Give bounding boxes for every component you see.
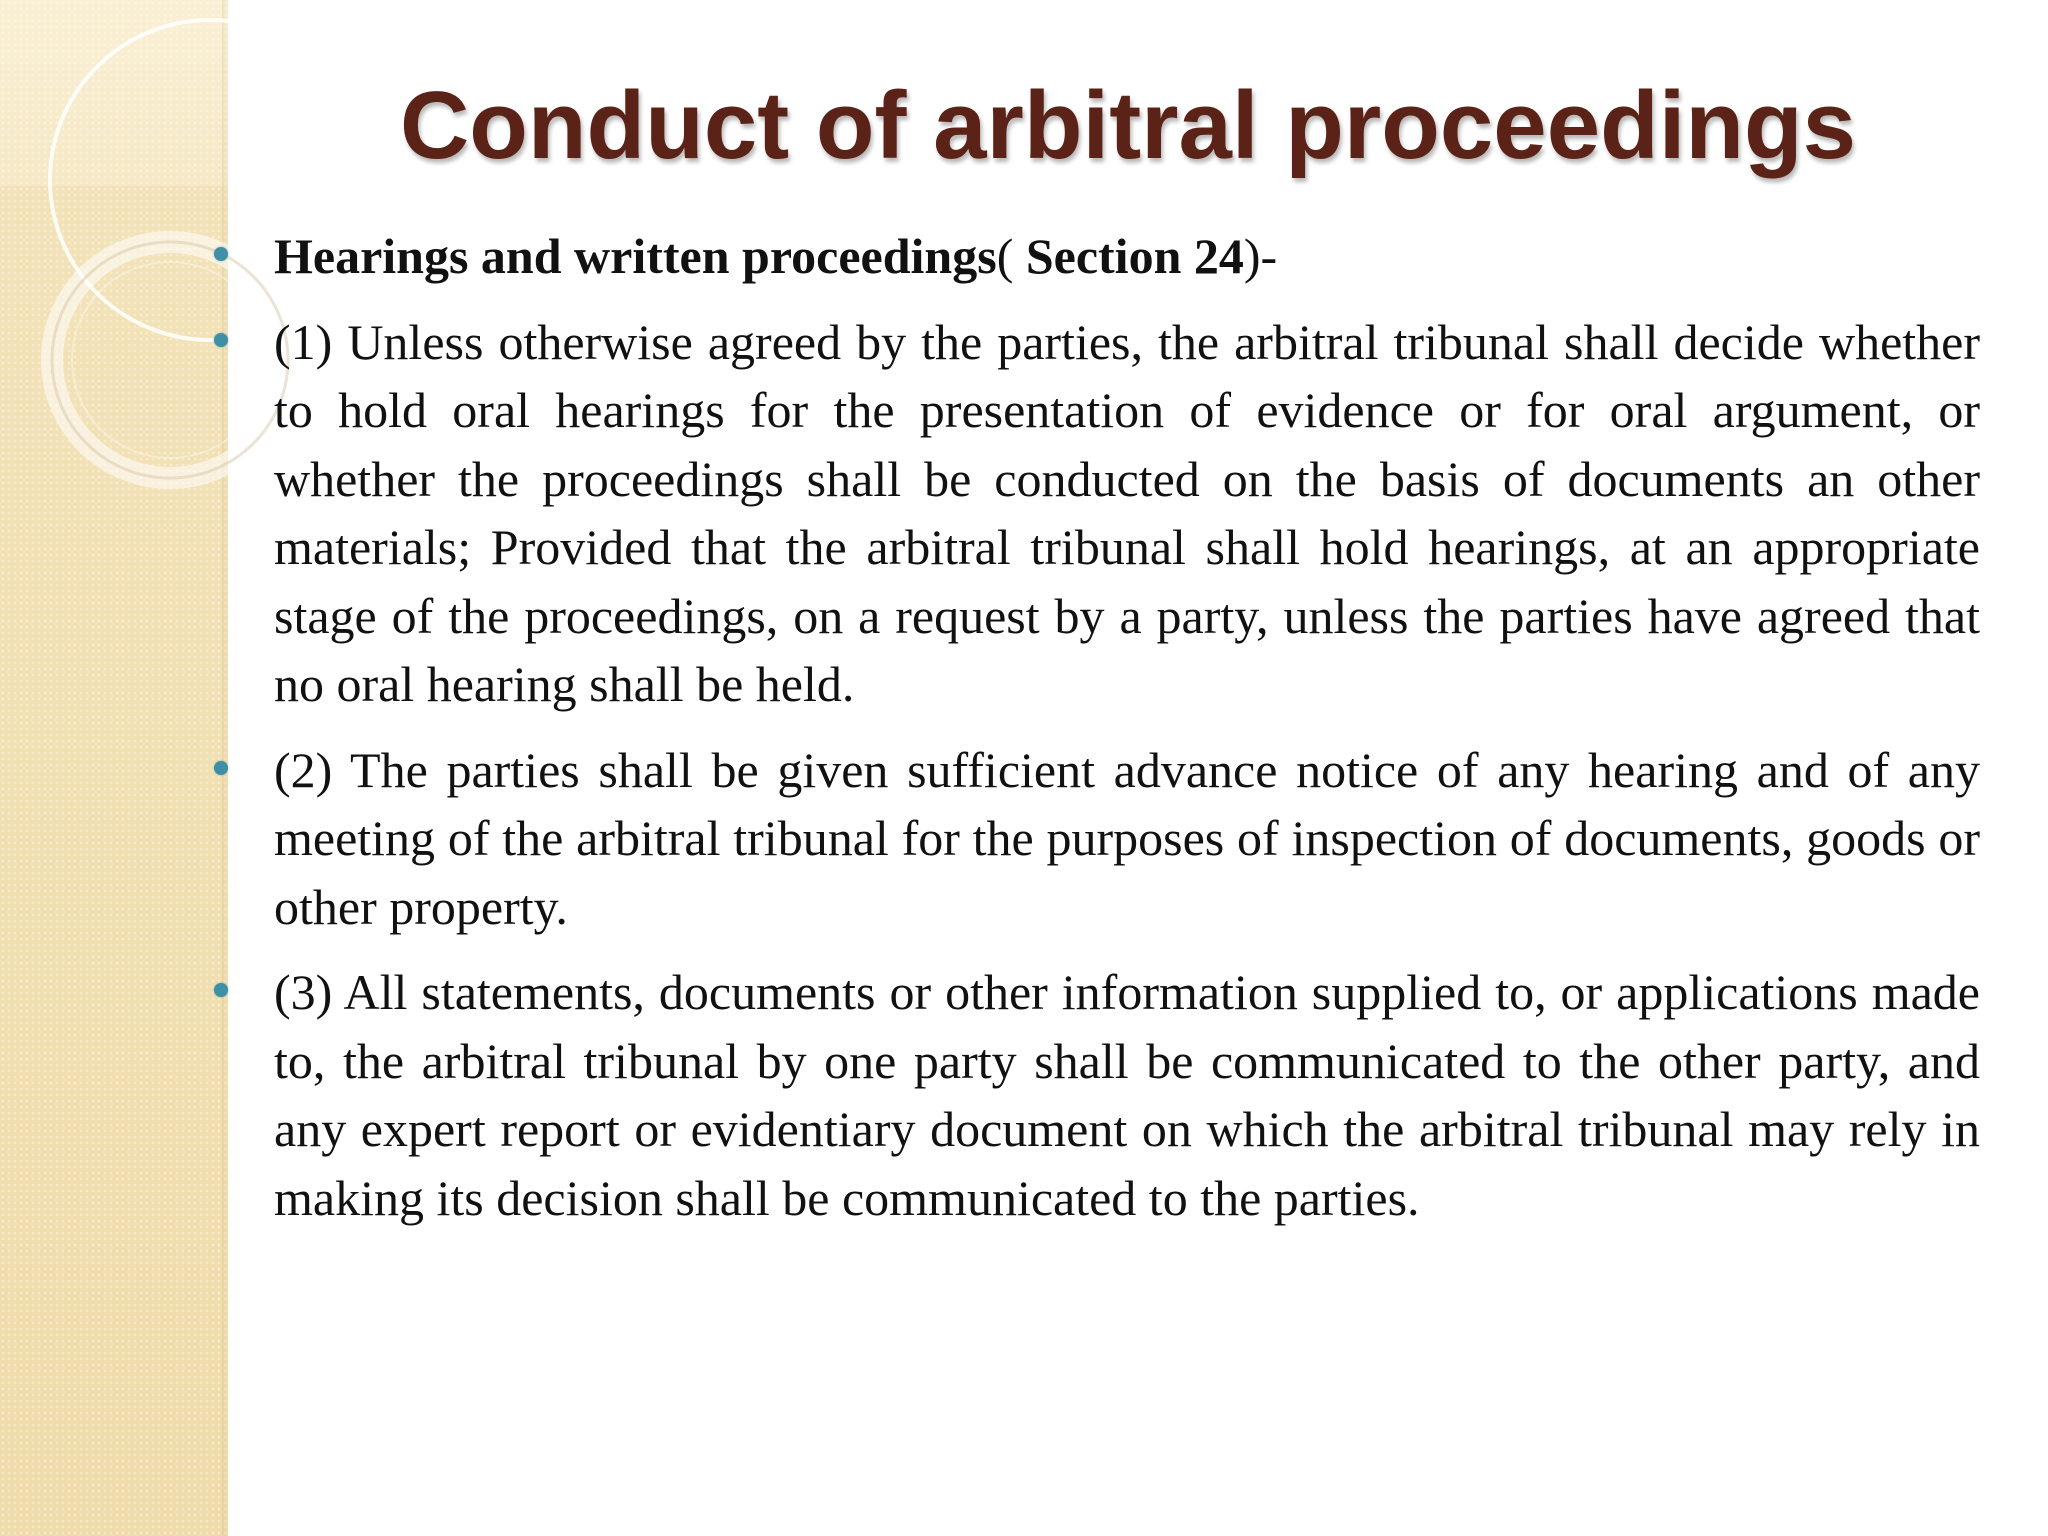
bullet-text-1: (1) Unless otherwise agreed by the parties, the arbitral tribunal shall decide whether to hold oral hearings for the presentation of evidence or for oral argument, or whether the proceedings shall be conducted on the basis of documents an other materials; Provided that the arbitral tribunal shall hold hearings, at an appropriate stage of the proceedings, on a request by a party, unless the parties have agreed that no oral hearing shall be held.	[274, 313, 1980, 712]
bullet-heading	[274, 222, 1980, 291]
bullet-item-3	[274, 958, 1980, 1232]
bullet-item-1	[274, 308, 1980, 719]
heading-tail: )-	[1243, 228, 1278, 284]
bullet-list	[274, 222, 1980, 1249]
bullet-item-2	[274, 736, 1980, 942]
slide-title: Conduct of arbitral proceedings	[399, 72, 1857, 179]
round-bullet-icon	[214, 247, 228, 261]
small-ring-inner	[52, 242, 288, 478]
heading-section: Section 24	[1025, 228, 1244, 284]
round-bullet-icon	[214, 761, 228, 775]
round-bullet-icon	[214, 983, 228, 997]
heading-bold-text: Hearings and written proceedings	[274, 228, 997, 284]
bullet-text-3: (3) All statements, documents or other information supplied to, or applications made to, the arbitral tribunal by one party shall be communicated to the other party, and any expert report or evidentiary document on which the arbitral tribunal may rely in making its decision shall be communicated to the parties.	[274, 964, 1980, 1226]
bullet-text-2: (2) The parties shall be given sufficient advance notice of any hearing and of any meeting of the arbitral tribunal for the purposes of inspection of documents, goods or other property.	[274, 741, 1980, 935]
heading-paren: (	[996, 228, 1026, 284]
small-ring-inner-edge	[72, 262, 268, 458]
round-bullet-icon	[214, 333, 228, 347]
